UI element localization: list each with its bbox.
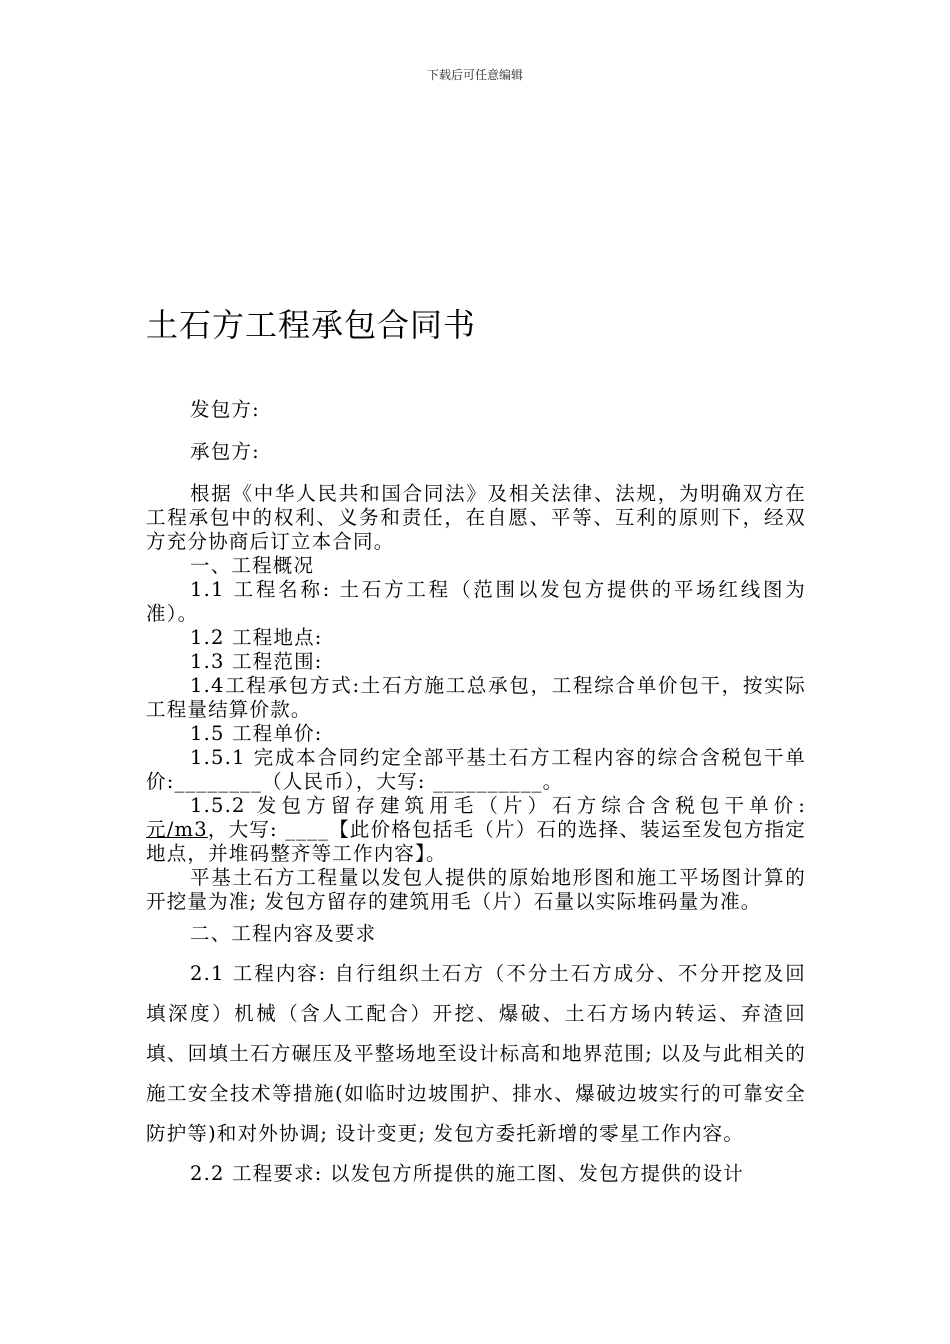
quantity-note: 平基土石方工程量以发包人提供的原始地形图和施工平场图计算的开挖量为准; 发包方留存的建筑用毛（片）石量以实际堆码量为准。 (146, 866, 806, 913)
clause-1-5-2-unit: 元/m3 (146, 818, 208, 841)
clause-1-2: 1.2 工程地点: (190, 626, 323, 649)
clause-1-5-2 (146, 794, 806, 866)
clause-1-4: 1.4工程承包方式:土石方施工总承包，工程综合单价包干，按实际工程量结算价款。 (146, 674, 806, 721)
clause-1-5: 1.5 工程单价: (190, 722, 323, 745)
intro-paragraph: 根据《中华人民共和国合同法》及相关法律、法规，为明确双方在工程承包中的权利、义务和责任，在自愿、平等、互利的原则下，经双方充分协商后订立本合同。 (146, 482, 806, 553)
clause-2-2: 2.2 工程要求: 以发包方所提供的施工图、发包方提供的设计 (190, 1162, 744, 1185)
clause-1-5-2-lead: 1.5.2 发包方留存建筑用毛（片）石方综合含税包干单价: (190, 794, 806, 817)
page-header-note: 下载后可任意编辑 (426, 68, 523, 82)
clause-2-1: 2.1 工程内容: 自行组织土石方（不分土石方成分、不分开挖及回填深度）机械（含人工配合）开挖、爆破、土石方场内转运、弃渣回填、回填土石方碾压及平整场地至设计标高和地界范围; 以及与此相关的施工安全技术等措施(如临时边坡围护、排水、爆破边坡实行的可靠安全防护等)和对外协调; 设计变更; 发包方委托新增的零星工作内容。 (146, 962, 806, 1145)
clause-1-5-2-tail: ，大写: ____【此价格包括毛（片）石的选择、装运至发包方指定地点，并堆码整齐等工作内容】。 (146, 818, 806, 865)
document-title: 土石方工程承包合同书 (146, 306, 477, 344)
section-2-heading: 二、工程内容及要求 (190, 922, 377, 945)
clause-1-5-1: 1.5.1 完成本合同约定全部平基土石方工程内容的综合含税包干单价:________（人民币），大写: __________。 (146, 746, 806, 793)
section-1-heading: 一、工程概况 (190, 554, 315, 577)
party-a-label: 发包方: (190, 398, 260, 421)
document-body (146, 398, 806, 1194)
party-b-label: 承包方: (190, 440, 260, 463)
clause-1-1: 1.1 工程名称: 土石方工程（范围以发包方提供的平场红线图为准）。 (146, 578, 806, 625)
clause-1-3: 1.3 工程范围: (190, 650, 323, 673)
